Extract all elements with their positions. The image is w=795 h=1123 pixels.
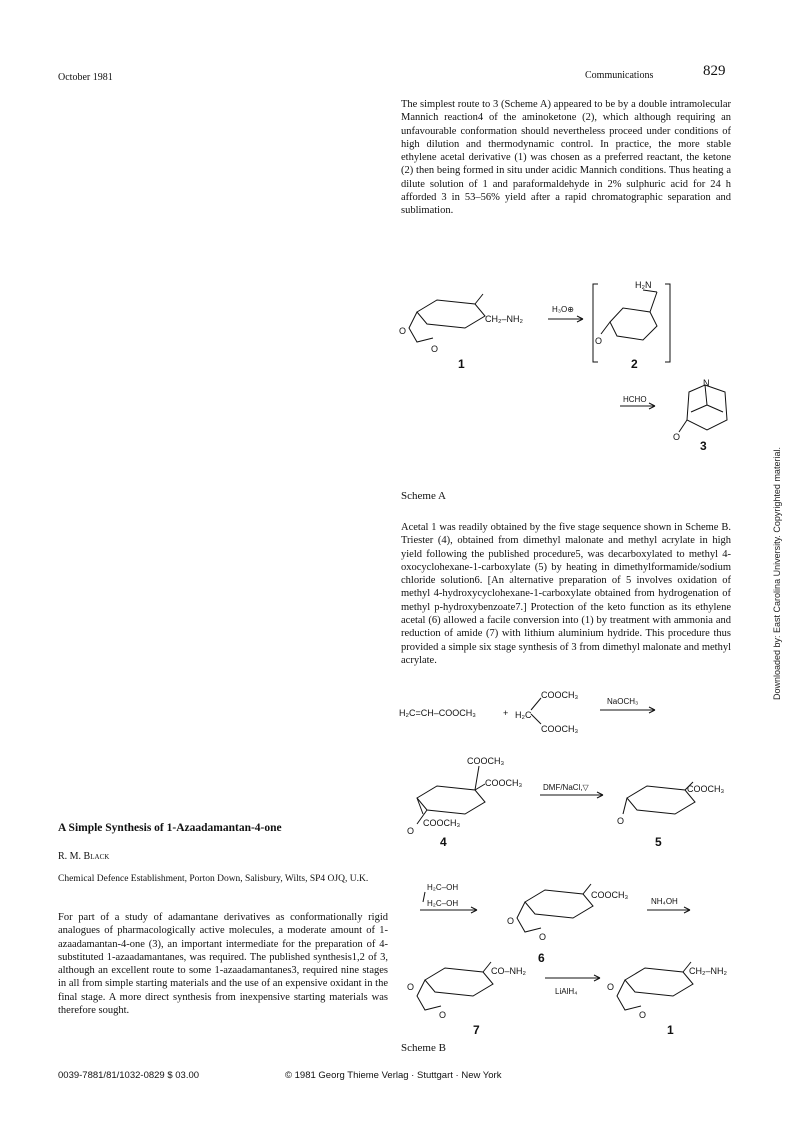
scheme-a-reagent-hcho: HCHO xyxy=(623,395,647,404)
scheme-a-reagent-h3o: H₃O⊕ xyxy=(552,305,574,314)
compound-label-7: 7 xyxy=(473,1023,480,1037)
intro-paragraph: The simplest route to 3 (Scheme A) appeared to be by a double intramolecular Mannich reaction4 of the aminoketone (2), which although requiring an unfavourable conformation should nevertheless proceed under conditions of high dilution and thermodynamic control. In practice, the more stable ethylene acetal derivative (1) was chosen as a preferred reactant, the ketone (2) then being formed in situ under acidic Mannich conditions. Thus heating a dilute solution of 1 and paraformaldehyde in 2% sulphuric acid for 24 h afforded 3 in 53–56% yield after a rapid chromatographic separation and sublimation. xyxy=(401,99,731,217)
compound-4-cooch3-bottom: COOCH₃ xyxy=(423,818,461,828)
scheme-b-reagent-dmf: DMF/NaCl,▽ xyxy=(543,783,589,792)
header-page-number: 829 xyxy=(703,63,726,79)
compound-label-3: 3 xyxy=(700,439,707,453)
scheme-a-h2n: H₂N xyxy=(635,280,652,290)
compound-4-cooch3-top: COOCH₃ xyxy=(467,756,505,766)
scheme-b-malonate-cooch3-top: COOCH₃ xyxy=(541,690,579,700)
scheme-b-reagent-naoch3: NaOCH₃ xyxy=(607,697,639,706)
article-first-paragraph: For part of a study of adamantane derivatives as conformationally rigid analogues of pharmacologically active molecules, a moderate amount of 1-azaadamantan-4-one (3), an important intermediate for the preparation of 4-substituted 1-azaadamantanes, was required. The published synthesis1,2 of 3, although an excellent route to some 1-azaadamantanes3, required nine stages in all from simple starting materials and the use of an expensive oxidant in the final stage. A more direct synthesis from inexpensive starting materials was therefore sought. xyxy=(58,912,388,1017)
article-affiliation: Chemical Defence Establishment, Porton Down, Salisbury, Wilts, SP4 OJQ, U.K. xyxy=(58,874,369,884)
compound-4-o: O xyxy=(407,826,415,836)
compound-6-o1: O xyxy=(507,916,515,926)
article-author: R. M. Black xyxy=(58,851,110,862)
scheme-a-ch2nh2: CH₂–NH₂ xyxy=(485,314,523,324)
compound-5-cooch3: COOCH₃ xyxy=(687,784,725,794)
scheme-b-acrylate: H₂C=CH–COOCH₃ xyxy=(399,708,476,718)
compound-label-5: 5 xyxy=(655,835,662,849)
scheme-b-malonate-cooch3-bottom: COOCH₃ xyxy=(541,724,579,734)
scheme-b-glycol-1: H₂C–OH xyxy=(427,883,459,892)
compound-6-cooch3: COOCH₃ xyxy=(591,890,629,900)
compound-6-o2: O xyxy=(539,932,547,942)
header-journal: Communications xyxy=(585,70,654,81)
scheme-a-o2: O xyxy=(431,344,439,354)
compound-7-co-nh2: CO–NH₂ xyxy=(491,966,526,976)
scheme-a-figure xyxy=(395,270,740,480)
scheme-b-plus: + xyxy=(503,708,509,718)
scheme-b-caption: Scheme B xyxy=(401,1042,446,1054)
compound-label-2: 2 xyxy=(631,357,638,371)
header-date: October 1981 xyxy=(58,72,113,83)
compound-7-o2: O xyxy=(439,1010,447,1020)
compound-label-1b: 1 xyxy=(667,1023,674,1037)
scheme-a-o3: O xyxy=(595,336,603,346)
compound-5-o: O xyxy=(617,816,625,826)
compound-1b-o1: O xyxy=(607,982,615,992)
compound-label-6: 6 xyxy=(538,951,545,965)
article-title: A Simple Synthesis of 1-Azaadamantan-4-one xyxy=(58,822,282,834)
scheme-a-o4: O xyxy=(673,432,681,442)
compound-4-cooch3-right: COOCH₃ xyxy=(485,778,523,788)
compound-1b-ch2nh2: CH₂–NH₂ xyxy=(689,966,727,976)
scheme-b-reagent-nh4oh: NH₄OH xyxy=(651,897,678,906)
scheme-b-malonate-h2c: H₂C xyxy=(515,710,532,720)
compound-label-4: 4 xyxy=(440,835,447,849)
footer-copyright: © 1981 Georg Thieme Verlag · Stuttgart · New York xyxy=(285,1070,502,1081)
scheme-b-paragraph: Acetal 1 was readily obtained by the five stage sequence shown in Scheme B. Triester (4), obtained from dimethyl malonate and methyl acrylate in high yield following the published procedure5, was decarboxylated to methyl 4-oxocyclohexane-1-carboxylate (5) by heating in dimethylformamide/sodium chloride solution6. [An alternative preparation of 5 involves oxidation of methyl 4-hydroxycyclohexane-1-carboxylate obtained from hydrogenation of methyl p-hydroxybenzoate7.] Protection of the keto function as its ethylene acetal (6) allowed a facile conversion into (1) by treatment with ammonia and reduction of amide (7) with lithium aluminium hydride. This procedure thus provided a simple six stage synthesis of 3 from dimethyl malonate and methyl acrylate. xyxy=(401,522,731,666)
compound-1b-o2: O xyxy=(639,1010,647,1020)
scheme-b-glycol-2: H₂C–OH xyxy=(427,899,459,908)
scheme-a-o1: O xyxy=(399,326,407,336)
compound-label-1: 1 xyxy=(458,357,465,371)
scheme-a-n: N xyxy=(703,378,710,388)
compound-7-o1: O xyxy=(407,982,415,992)
download-watermark: Downloaded by: East Carolina University. Copyrighted material. xyxy=(772,447,782,700)
scheme-b-figure xyxy=(395,678,740,1053)
footer-code: 0039-7881/81/1032-0829 $ 03.00 xyxy=(58,1070,200,1081)
scheme-a-caption: Scheme A xyxy=(401,490,446,502)
scheme-b-reagent-lialh4: LiAlH₄ xyxy=(555,987,578,996)
